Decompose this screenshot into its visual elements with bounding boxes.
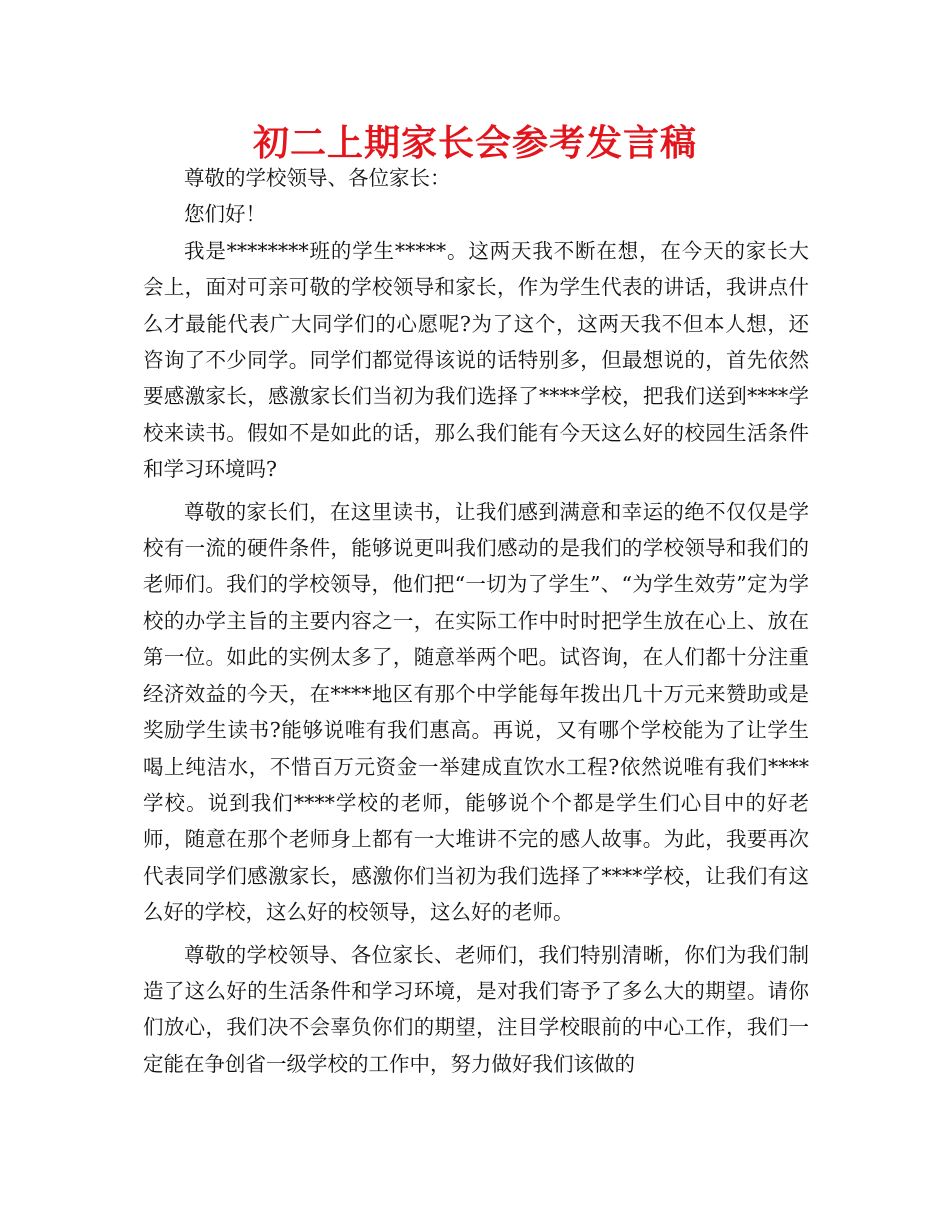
paragraph-introduction: 我是********班的学生*****。这两天我不断在想，在今天的家长大会上，面对可亲可敬的学校领导和家长，作为学生代表的讲话，我讲点什么才最能代表广大同学们的心愿呢?为了这个，这两天我不但本人想，还咨询了不少同学。同学们都觉得该说的话特别多，但最想说的，首先依然要感激家长，感激家长们当初为我们选择了****学校，把我们送到****学校来读书。假如不是如此的话，那么我们能有今天这么好的校园生活条件和学习环境吗? bbox=[143, 238, 809, 482]
salutation: 尊敬的学校领导、各位家长： bbox=[184, 166, 451, 190]
paragraph-school-praise: 尊敬的家长们，在这里读书，让我们感到满意和幸运的绝不仅仅是学校有一流的硬件条件，能够说更叫我们感动的是我们的学校领导和我们的老师们。我们的学校领导，他们把“一切为了学生”、“为学生效劳”定为学校的办学主旨的主要内容之一，在实际工作中时时把学生放在心上、放在第一位。如此的实例太多了，随意举两个吧。试咨询，在人们都十分注重经济效益的今天，在****地区有那个中学能每年拨出几十万元来赞助或是奖励学生读书?能够说唯有我们惠高。再说，又有哪个学校能为了让学生喝上纯洁水，不惜百万元资金一举建成直饮水工程?依然说唯有我们****学校。说到我们****学校的老师，能够说个个都是学生们心目中的好老师，随意在那个老师身上都有一大堆讲不完的感人故事。为此，我要再次代表同学们感激家长，感激你们当初为我们选择了****学校，让我们有这么好的学校，这么好的校领导，这么好的老师。 bbox=[143, 499, 809, 925]
document-body bbox=[143, 160, 809, 1082]
paragraph-commitment: 尊敬的学校领导、各位家长、老师们，我们特别清晰，你们为我们制造了这么好的生活条件和学习环境，是对我们寄予了多么大的期望。请你们放心，我们决不会辜负你们的期望，注目学校眼前的中心工作，我们一定能在争创省一级学校的工作中，努力做好我们该做的 bbox=[143, 942, 809, 1076]
greeting: 您们好！ bbox=[184, 202, 266, 227]
document-title: 初二上期家长会参考发言稿 bbox=[252, 123, 697, 164]
